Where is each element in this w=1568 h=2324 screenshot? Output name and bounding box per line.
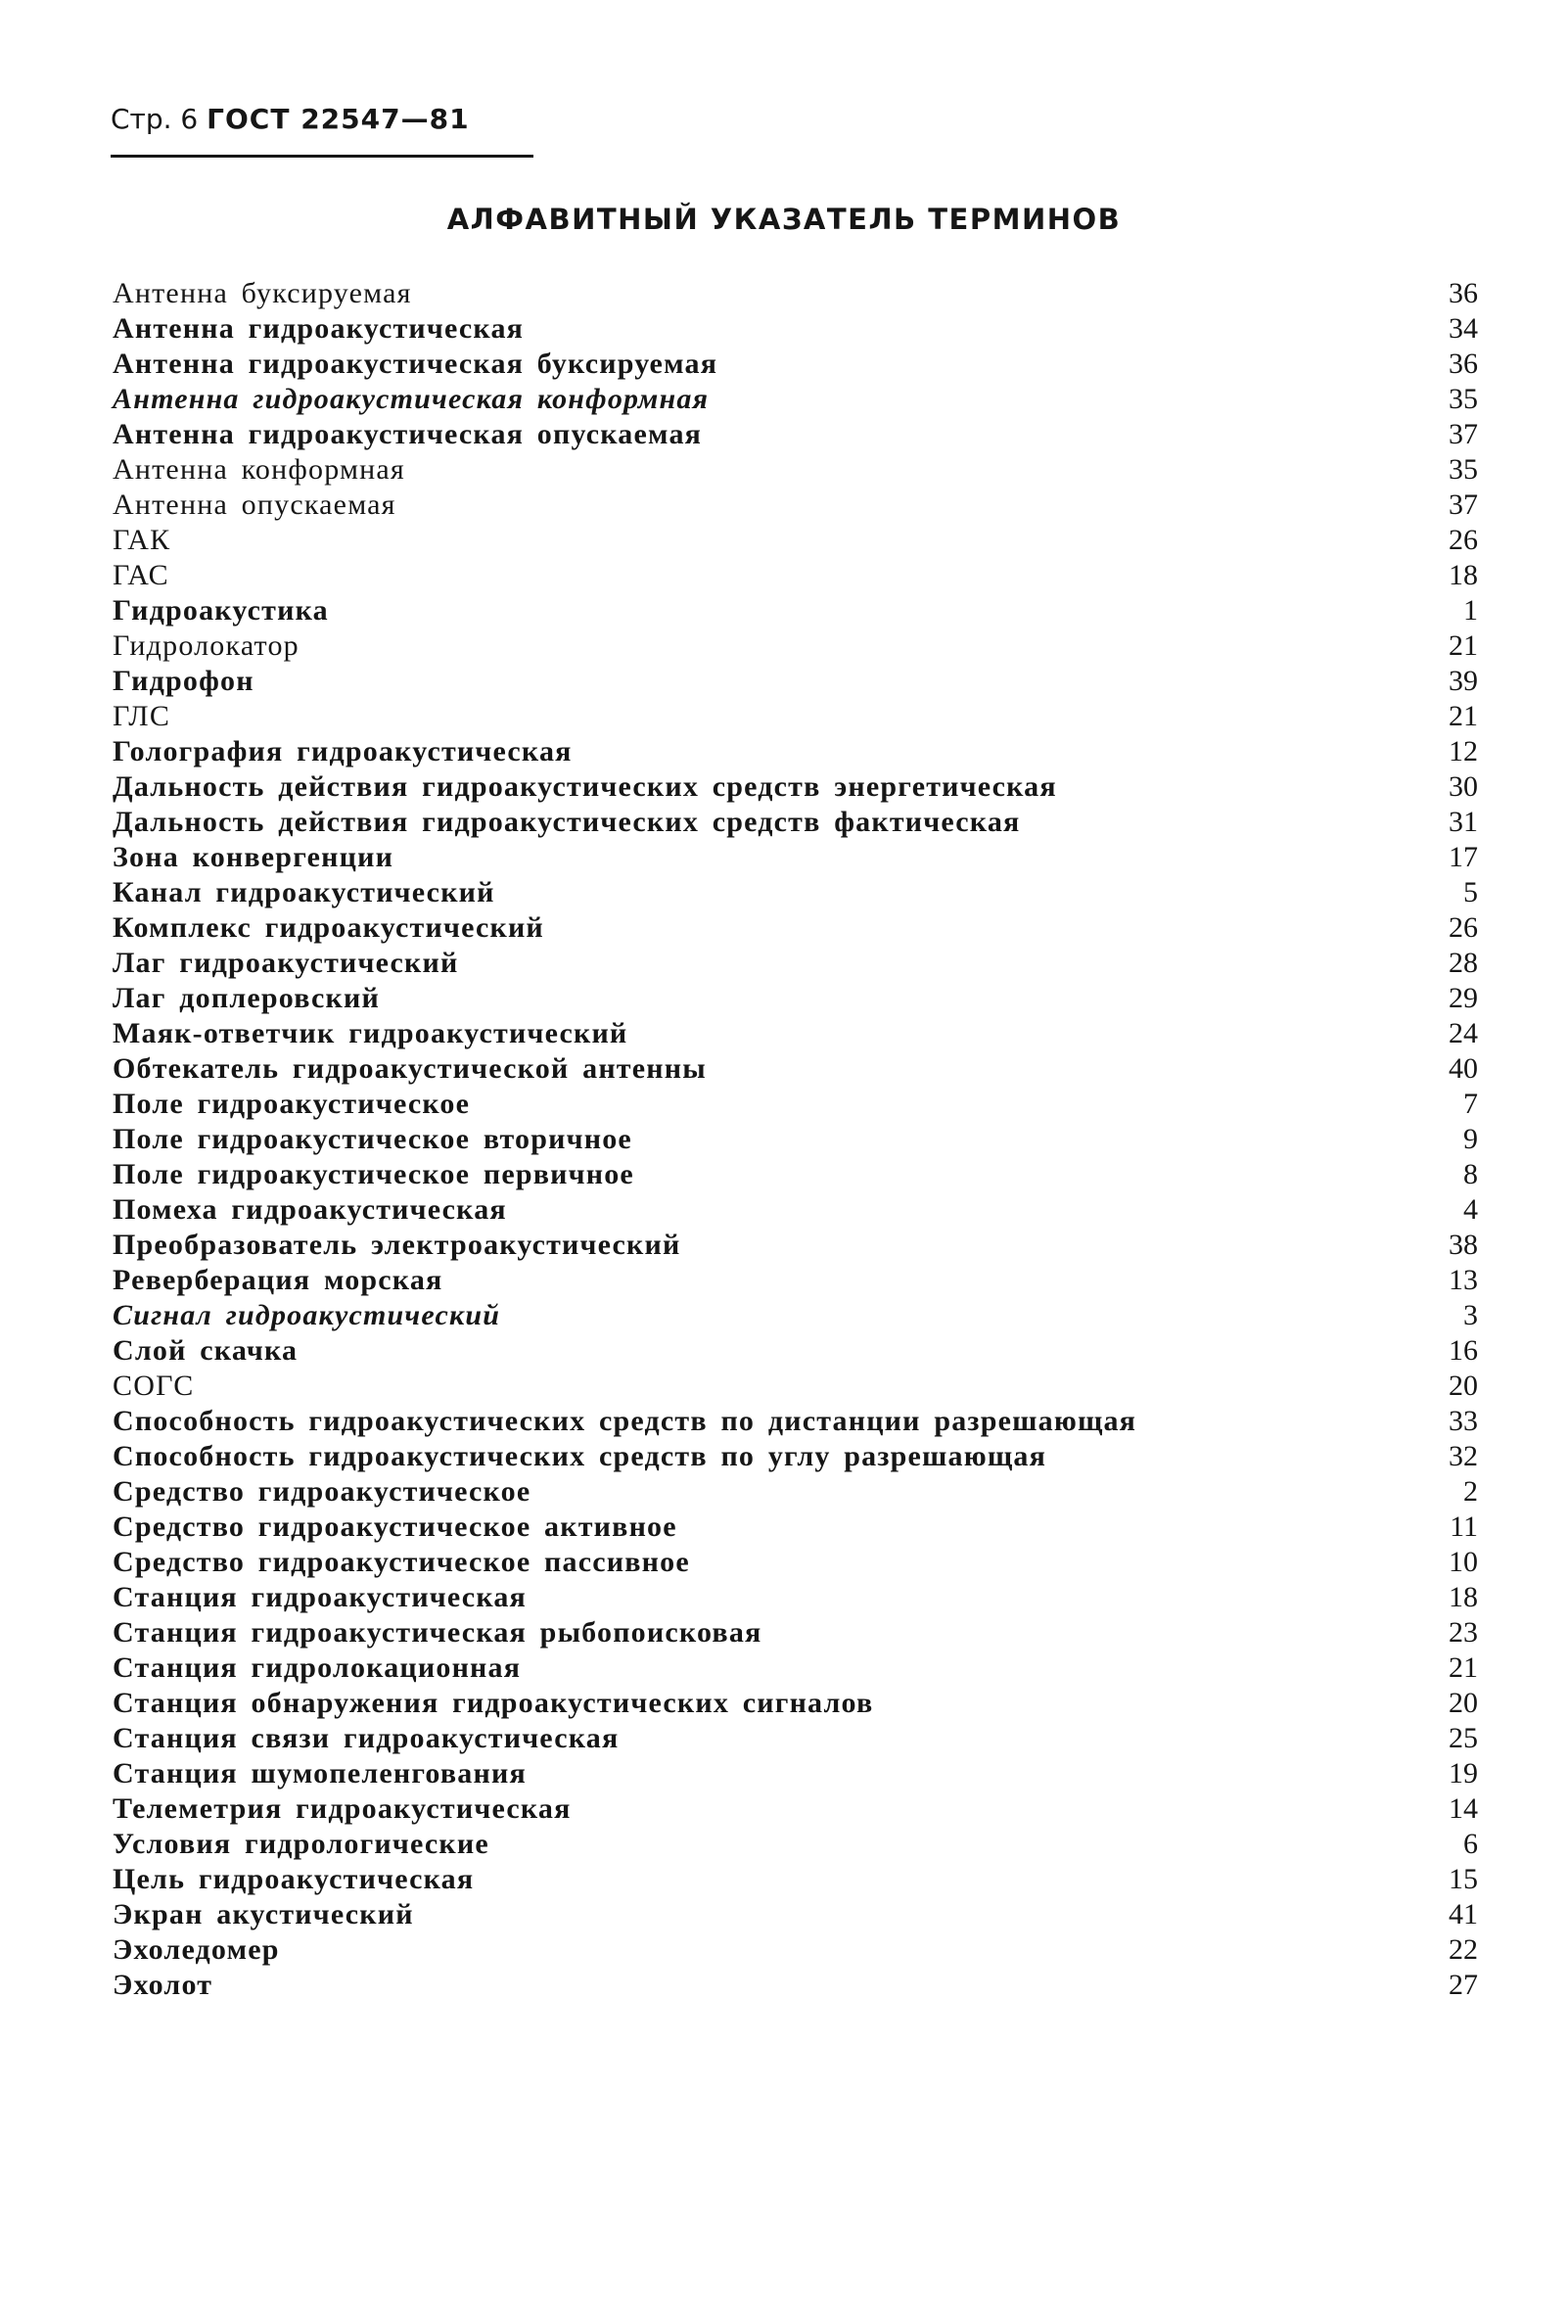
index-entry (113, 628, 1478, 664)
index-entry (113, 417, 1478, 452)
index-term-number: 24 (1449, 1017, 1478, 1049)
index-term: Преобразователь электроакустический (113, 1229, 681, 1261)
index-term: Средство гидроакустическое (113, 1475, 531, 1508)
index-term-number: 33 (1449, 1405, 1478, 1437)
index-entry (113, 347, 1478, 382)
index-entry (113, 1122, 1478, 1157)
index-term: Эхолот (113, 1969, 213, 2001)
page-header (111, 100, 533, 158)
index-term-number: 16 (1449, 1334, 1478, 1367)
index-term: Станция гидроакустическая рыбопоисковая (113, 1616, 762, 1649)
index-term-number: 30 (1449, 770, 1478, 803)
index-entry (113, 558, 1478, 593)
index-entry (113, 1650, 1478, 1686)
index-term-number: 15 (1449, 1863, 1478, 1895)
index-term-number: 8 (1463, 1158, 1478, 1190)
index-term: ГЛС (113, 700, 171, 732)
index-term: ГАС (113, 559, 169, 591)
index-term-number: 26 (1449, 911, 1478, 944)
index-term: Поле гидроакустическое вторичное (113, 1123, 632, 1155)
index-entry (113, 593, 1478, 628)
index-entry (113, 1439, 1478, 1474)
index-term: Эхоледомер (113, 1933, 280, 1966)
index-entry (113, 452, 1478, 488)
index-term: Реверберация морская (113, 1264, 443, 1296)
index-term: Дальность действия гидроакустических средств энергетическая (113, 770, 1057, 803)
index-term-number: 1 (1463, 594, 1478, 627)
index-term-number: 21 (1449, 629, 1478, 662)
index-term-number: 14 (1449, 1792, 1478, 1825)
index-entry (113, 840, 1478, 875)
index-entry (113, 1051, 1478, 1087)
index-term: ГАК (113, 524, 171, 556)
index-term: Условия гидрологические (113, 1828, 489, 1860)
index-term: Зона конвергенции (113, 841, 394, 873)
index-entry (113, 1897, 1478, 1932)
index-term-number: 19 (1449, 1757, 1478, 1789)
index-entry (113, 311, 1478, 347)
index-term: Телеметрия гидроакустическая (113, 1792, 572, 1825)
index-term: СОГС (113, 1370, 195, 1402)
index-entry (113, 382, 1478, 417)
index-entry (113, 1580, 1478, 1615)
index-term-number: 20 (1449, 1687, 1478, 1719)
page-number-label: Стр. 6 (111, 103, 199, 135)
index-term-number: 34 (1449, 312, 1478, 345)
index-entry (113, 1686, 1478, 1721)
index-entry (113, 1404, 1478, 1439)
index-term-number: 7 (1463, 1088, 1478, 1120)
index-term: Средство гидроакустическое пассивное (113, 1546, 690, 1578)
index-entry (113, 805, 1478, 840)
index-entry (113, 1369, 1478, 1404)
index-term-number: 12 (1449, 735, 1478, 767)
index-entry (113, 910, 1478, 946)
index-entry (113, 1932, 1478, 1968)
index-term: Поле гидроакустическое первичное (113, 1158, 634, 1190)
index-term: Гидролокатор (113, 629, 300, 662)
index-entry (113, 1862, 1478, 1897)
index-term-number: 22 (1449, 1933, 1478, 1966)
index-entry (113, 1968, 1478, 2003)
index-entry (113, 769, 1478, 805)
index-entry (113, 1263, 1478, 1298)
index-entry (113, 1615, 1478, 1650)
index-entry (113, 734, 1478, 769)
index-term-number: 31 (1449, 806, 1478, 838)
index-term-number: 41 (1449, 1898, 1478, 1930)
index-entry (113, 1721, 1478, 1756)
index-term: Помеха гидроакустическая (113, 1193, 507, 1226)
index-term: Антенна гидроакустическая (113, 312, 525, 345)
index-term-number: 36 (1449, 277, 1478, 309)
index-term: Экран акустический (113, 1898, 414, 1930)
standard-designation: ГОСТ 22547—81 (207, 103, 470, 135)
index-entry (113, 699, 1478, 734)
index-term: Слой скачка (113, 1334, 299, 1367)
index-term: Способность гидроакустических средств по углу разрешающая (113, 1440, 1047, 1472)
index-entry (113, 1157, 1478, 1192)
index-entry (113, 1827, 1478, 1862)
index-term-number: 36 (1449, 348, 1478, 380)
index-entry (113, 276, 1478, 311)
index-term-number: 32 (1449, 1440, 1478, 1472)
index-entry (113, 1474, 1478, 1510)
index-term-number: 37 (1449, 418, 1478, 450)
index-term: Антенна гидроакустическая конформная (113, 383, 710, 415)
index-term-number: 38 (1449, 1229, 1478, 1261)
index-term-number: 27 (1449, 1969, 1478, 2001)
index-term: Лаг доплеровский (113, 982, 380, 1014)
index-title: АЛФАВИТНЫЙ УКАЗАТЕЛЬ ТЕРМИНОВ (446, 203, 1122, 236)
index-term: Антенна опускаемая (113, 488, 396, 521)
index-term-number: 17 (1449, 841, 1478, 873)
index-term: Поле гидроакустическое (113, 1088, 471, 1120)
index-term: Станция шумопеленгования (113, 1757, 527, 1789)
index-term: Антенна буксируемая (113, 277, 412, 309)
index-term-number: 18 (1449, 559, 1478, 591)
index-entry (113, 1545, 1478, 1580)
index-entry (113, 1333, 1478, 1369)
index-term: Способность гидроакустических средств по дистанции разрешающая (113, 1405, 1137, 1437)
index-entry (113, 488, 1478, 523)
index-term: Станция связи гидроакустическая (113, 1722, 620, 1754)
index-entry (113, 981, 1478, 1016)
index-term-number: 35 (1449, 453, 1478, 486)
index-entry (113, 1228, 1478, 1263)
index-term-number: 29 (1449, 982, 1478, 1014)
index-term: Средство гидроакустическое активное (113, 1511, 677, 1543)
index-term: Комплекс гидроакустический (113, 911, 544, 944)
index-term: Цель гидроакустическая (113, 1863, 475, 1895)
index-term: Гидрофон (113, 665, 254, 697)
index-term-number: 40 (1449, 1052, 1478, 1085)
index-term-number: 18 (1449, 1581, 1478, 1613)
index-term-number: 26 (1449, 524, 1478, 556)
index-term-number: 23 (1449, 1616, 1478, 1649)
index-term-number: 9 (1463, 1123, 1478, 1155)
index-entry (113, 946, 1478, 981)
index-term: Антенна гидроакустическая опускаемая (113, 418, 703, 450)
index-term-number: 13 (1449, 1264, 1478, 1296)
index-term-number: 6 (1463, 1828, 1478, 1860)
index-term-number: 10 (1449, 1546, 1478, 1578)
index-term-number: 35 (1449, 383, 1478, 415)
index-entry (113, 875, 1478, 910)
term-index-list (113, 276, 1478, 2003)
index-term-number: 39 (1449, 665, 1478, 697)
index-term-number: 25 (1449, 1722, 1478, 1754)
index-term: Станция гидролокационная (113, 1651, 522, 1684)
index-term-number: 28 (1449, 947, 1478, 979)
index-entry (113, 664, 1478, 699)
index-entry (113, 1756, 1478, 1791)
index-term: Маяк-ответчик гидроакустический (113, 1017, 628, 1049)
index-term: Антенна конформная (113, 453, 405, 486)
index-term-number: 21 (1449, 700, 1478, 732)
index-term: Голография гидроакустическая (113, 735, 573, 767)
index-entry (113, 1192, 1478, 1228)
index-term-number: 11 (1450, 1511, 1478, 1543)
index-term-number: 5 (1463, 876, 1478, 908)
index-term-number: 3 (1463, 1299, 1478, 1331)
index-term-number: 4 (1463, 1193, 1478, 1226)
index-term: Дальность действия гидроакустических средств фактическая (113, 806, 1021, 838)
index-term: Сигнал гидроакустический (113, 1299, 501, 1331)
index-term: Станция обнаружения гидроакустических сигналов (113, 1687, 874, 1719)
index-term-number: 21 (1449, 1651, 1478, 1684)
index-term: Обтекатель гидроакустической антенны (113, 1052, 707, 1085)
index-term: Лаг гидроакустический (113, 947, 459, 979)
index-entry (113, 1087, 1478, 1122)
index-term: Канал гидроакустический (113, 876, 495, 908)
index-entry (113, 1510, 1478, 1545)
index-term-number: 2 (1463, 1475, 1478, 1508)
index-term: Станция гидроакустическая (113, 1581, 527, 1613)
index-term-number: 20 (1449, 1370, 1478, 1402)
index-entry (113, 523, 1478, 558)
index-term: Гидроакустика (113, 594, 329, 627)
index-entry (113, 1791, 1478, 1827)
index-term-number: 37 (1449, 488, 1478, 521)
index-entry (113, 1298, 1478, 1333)
index-term: Антенна гидроакустическая буксируемая (113, 348, 718, 380)
index-entry (113, 1016, 1478, 1051)
